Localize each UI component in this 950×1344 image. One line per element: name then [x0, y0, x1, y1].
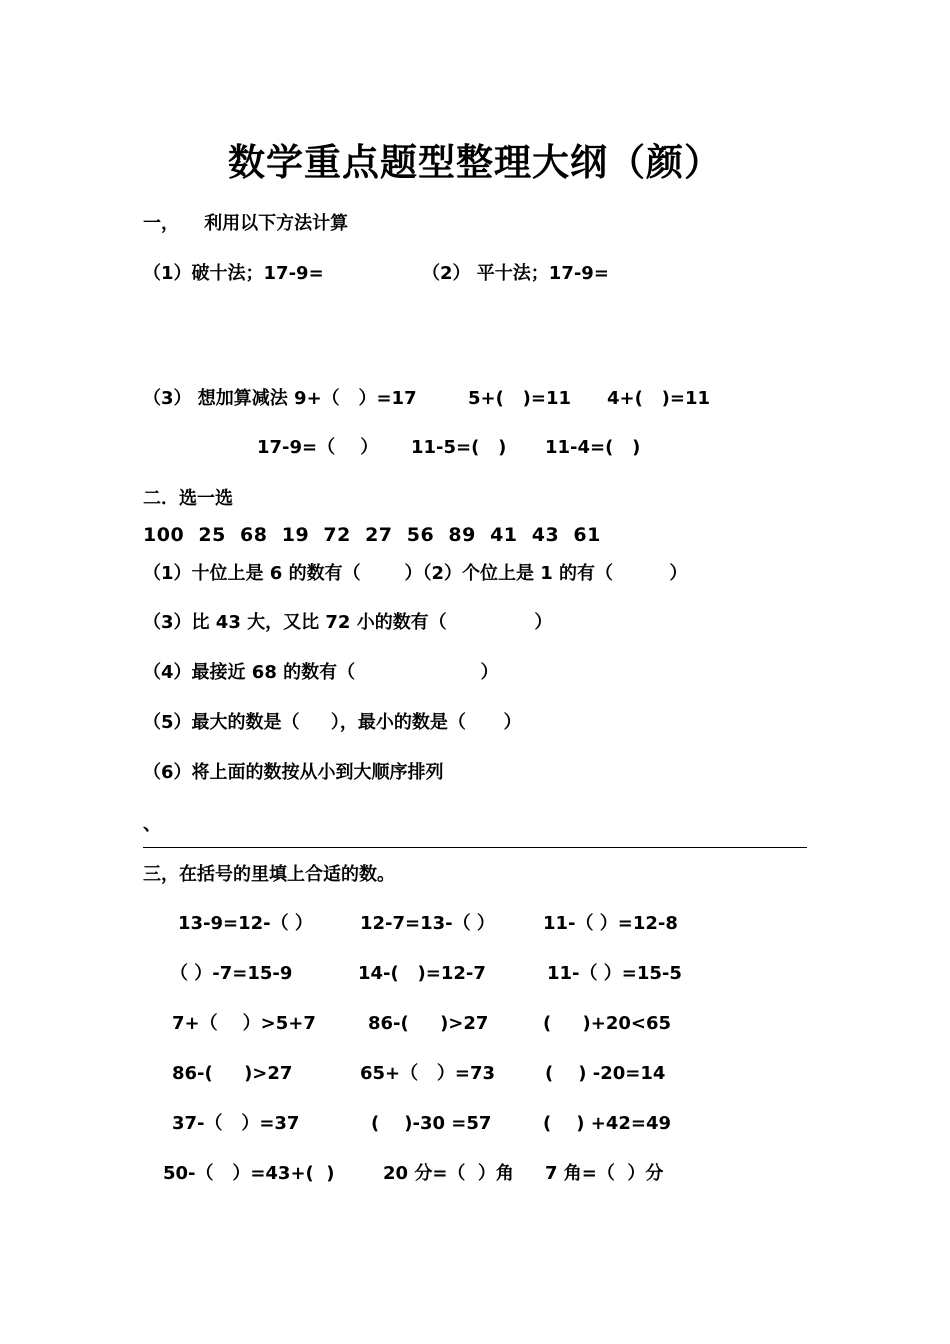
section3-row4-col2: 65+（ ）=73 — [360, 1063, 496, 1084]
answer-line — [143, 847, 807, 848]
section3-row2-col3: 11-（ ）=15-5 — [547, 963, 682, 984]
section3-row3-col2: 86-( )>27 — [368, 1013, 489, 1034]
section3-row1-col2: 12-7=13-（ ） — [360, 913, 495, 934]
section1-q3-row2-a: 17-9=（ ） — [257, 437, 379, 458]
section3-row6-col1: 50-（ ）=43+( ) — [163, 1163, 335, 1184]
section3-row3-col1: 7+（ ）>5+7 — [172, 1013, 316, 1034]
section3-row5-col1: 37-（ ）=37 — [172, 1113, 300, 1134]
section3-row3-col3: ( )+20<65 — [543, 1013, 672, 1034]
section3-row2-col2: 14-( )=12-7 — [358, 963, 486, 984]
section3-row1-col3: 11-（ ）=12-8 — [543, 913, 678, 934]
section3-row5-col2: ( )-30 =57 — [371, 1113, 492, 1134]
section3-row1-col1: 13-9=12-（ ） — [178, 913, 313, 934]
section2-heading: 二．选一选 — [143, 488, 233, 509]
answer-mark: 、 — [143, 814, 161, 835]
section3-row2-col1: （ ）-7=15-9 — [170, 963, 293, 984]
number-list: 100 25 68 19 72 27 56 89 41 43 61 — [143, 524, 601, 546]
section1-q3-row2-b: 11-5=( ) — [411, 437, 507, 458]
section1-q3-row2-c: 11-4=( ) — [545, 437, 641, 458]
section3-row4-col3: ( ) -20=14 — [545, 1063, 666, 1084]
section2-q1-q2: （1）十位上是 6 的数有（ ）（2）个位上是 1 的有（ ） — [143, 563, 688, 584]
section3-row6-col2: 20 分=（ ）角 — [383, 1163, 514, 1184]
section2-q4: （4）最接近 68 的数有（ ） — [143, 662, 499, 683]
section3-row4-col1: 86-( )>27 — [172, 1063, 293, 1084]
section2-q5: （5）最大的数是（ ），最小的数是（ ） — [143, 712, 522, 733]
section1-q3-row1-b: 5+( )=11 — [468, 388, 571, 409]
section3-heading: 三，在括号的里填上合适的数。 — [143, 864, 395, 885]
section3-row6-col3: 7 角=（ ）分 — [545, 1163, 664, 1184]
section1-q3-row1-a: （3） 想加算减法 9+（ ）=17 — [143, 388, 417, 409]
section1-q2: （2） 平十法；17-9= — [422, 263, 609, 284]
section2-q6: （6）将上面的数按从小到大顺序排列 — [143, 762, 444, 783]
page-title: 数学重点题型整理大纲（颜） — [228, 141, 722, 184]
section1-heading: 一， 利用以下方法计算 — [143, 213, 349, 234]
section1-q3-row1-c: 4+( )=11 — [607, 388, 710, 409]
section1-q1: （1）破十法；17-9= — [143, 263, 324, 284]
section2-q3: （3）比 43 大，又比 72 小的数有（ ） — [143, 612, 553, 633]
section3-row5-col3: ( ) +42=49 — [543, 1113, 672, 1134]
